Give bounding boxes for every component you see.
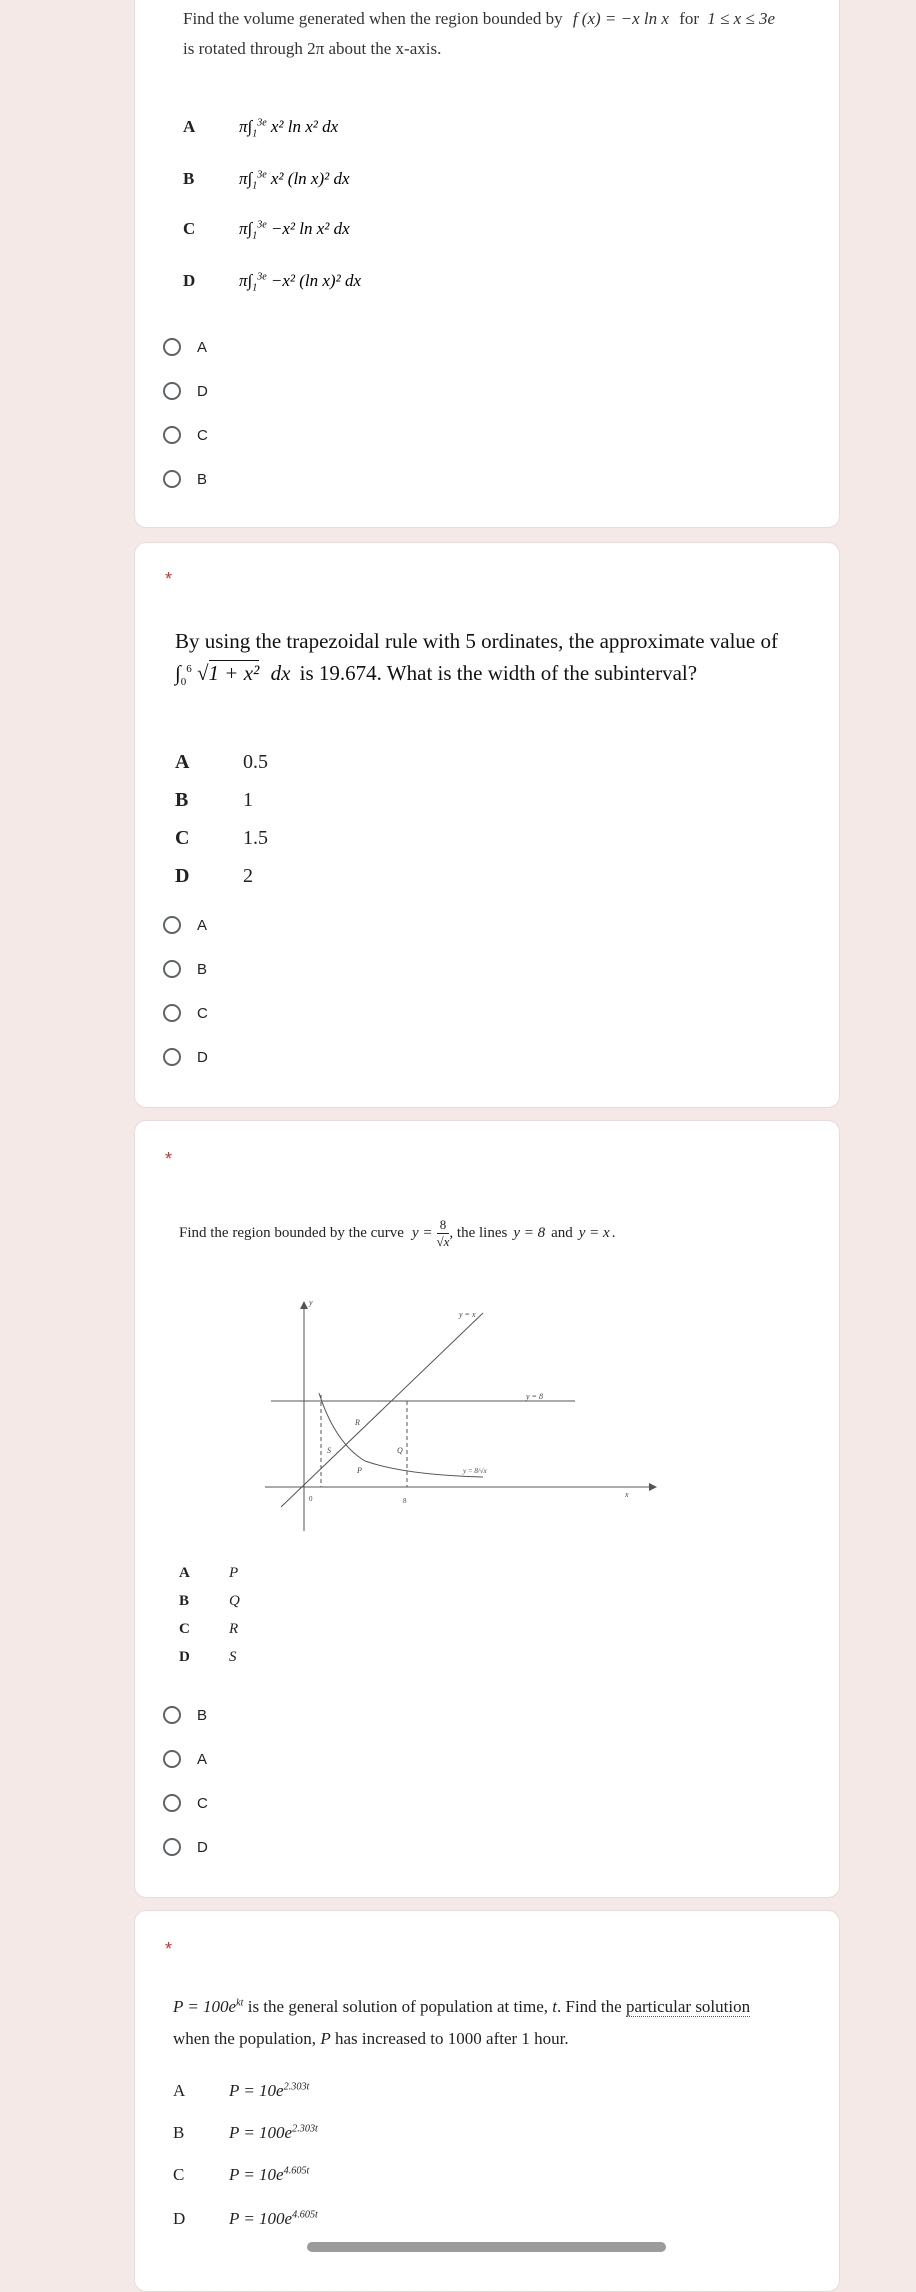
q3-option-1[interactable]: B <box>163 1701 207 1729</box>
radio-button[interactable] <box>163 1706 181 1724</box>
q1-choice-b: B $\pi\int_1^{3e}$ x² (ln x)² dx <box>183 169 350 192</box>
radio-button[interactable] <box>163 382 181 400</box>
q4-choice-c: C $P = 10e^{4.605t}$ <box>173 2165 310 2184</box>
question-card-4 <box>134 1910 840 2292</box>
region-graph <box>245 1293 665 1543</box>
q4-prompt-line1: $P = 100e^{kt}$ is the general solution of population at time, t. Find the particular solution <box>173 1997 751 2016</box>
q3-prompt: Find the region bounded by the curve y = $\frac{8}{√x}$ , the lines y = 8 and y = x . <box>179 1217 616 1249</box>
q3-option-4[interactable]: D <box>163 1833 208 1861</box>
q2-choice-c: C 1.5 <box>175 827 268 849</box>
radio-button[interactable] <box>163 470 181 488</box>
radio-button[interactable] <box>163 1004 181 1022</box>
q1-choice-d: D $\pi\int_1^{3e} -x^2$ (ln x)² dx <box>183 271 361 294</box>
curve-8-over-sqrt-x <box>319 1393 483 1477</box>
y-axis-arrow <box>300 1301 308 1309</box>
q4-choice-a: A $P = 10e^{2.303t}$ <box>173 2081 310 2100</box>
radio-button[interactable] <box>163 916 181 934</box>
q4-choice-b: B $P = 100e^{2.303t}$ <box>173 2123 318 2142</box>
required-mark: * <box>165 1939 173 1959</box>
q2-prompt-line2: $\int_0^6$ √1 + x² dx is 19.674. What is the width of the subinterval? <box>175 661 698 689</box>
label-y-equals-x: y = x <box>459 1310 476 1319</box>
required-mark: * <box>165 1149 173 1169</box>
radio-button[interactable] <box>163 1794 181 1812</box>
q2-option-1[interactable]: A <box>163 911 207 939</box>
label-x-axis: x <box>625 1490 629 1499</box>
q2-option-2[interactable]: B <box>163 955 207 983</box>
q3-option-2[interactable]: A <box>163 1745 207 1773</box>
label-origin: 0 <box>309 1495 313 1503</box>
radio-button[interactable] <box>163 338 181 356</box>
q1-option-3[interactable]: C <box>163 421 208 449</box>
q2-option-4[interactable]: D <box>163 1043 208 1071</box>
label-region-p: P <box>357 1466 362 1475</box>
q1-prompt-line1: Find the volume generated when the region bounded by f (x) = −x ln x for 1 ≤ x ≤ 3e <box>183 9 776 28</box>
q2-choice-a: A 0.5 <box>175 751 268 773</box>
q1-option-2[interactable]: D <box>163 377 208 405</box>
q3-choice-b: B Q <box>179 1593 240 1609</box>
label-region-s: S <box>327 1446 331 1455</box>
label-y-equals-8: y = 8 <box>526 1392 543 1401</box>
q3-choice-d: D S <box>179 1649 237 1665</box>
question-card-3 <box>134 1120 840 1898</box>
q2-option-3[interactable]: C <box>163 999 208 1027</box>
q3-choice-c: C R <box>179 1621 239 1637</box>
radio-button[interactable] <box>163 960 181 978</box>
label-y-axis: y <box>309 1298 313 1307</box>
radio-button[interactable] <box>163 1048 181 1066</box>
label-curve: y = 8/√x <box>463 1467 487 1475</box>
particular-solution-link: particular solution <box>625 1997 751 2016</box>
q4-choice-d: D $P = 100e^{4.605t}$ <box>173 2209 318 2228</box>
radio-button[interactable] <box>163 1838 181 1856</box>
q1-prompt-line2: is rotated through 2π about the x-axis. <box>183 39 442 58</box>
required-mark: * <box>165 569 173 589</box>
label-tick-8: 8 <box>403 1497 407 1505</box>
q2-choice-d: D 2 <box>175 865 253 887</box>
horizontal-scrollbar[interactable] <box>307 2242 666 2252</box>
q1-option-1[interactable]: A <box>163 333 207 361</box>
label-region-q: Q <box>397 1446 403 1455</box>
q1-option-4[interactable]: B <box>163 465 207 493</box>
radio-button[interactable] <box>163 426 181 444</box>
q4-prompt-line2: when the population, P has increased to 1000 after 1 hour. <box>173 2029 569 2048</box>
label-region-r: R <box>355 1418 360 1427</box>
q1-choice-a: A $\pi\int_1^{3e}$ x² ln x² dx <box>183 117 339 140</box>
radio-button[interactable] <box>163 1750 181 1768</box>
q2-prompt-line1: By using the trapezoidal rule with 5 ordinates, the approximate value of <box>175 629 778 653</box>
x-axis-arrow <box>649 1483 657 1491</box>
question-card-1 <box>134 0 840 528</box>
q3-option-3[interactable]: C <box>163 1789 208 1817</box>
question-card-2 <box>134 542 840 1108</box>
q2-choice-b: B 1 <box>175 789 253 811</box>
q3-choice-a: A P <box>179 1565 239 1581</box>
line-y-x <box>281 1313 483 1507</box>
q1-choice-c: C $\pi\int_1^{3e} -x^2$ ln x² dx <box>183 219 350 242</box>
